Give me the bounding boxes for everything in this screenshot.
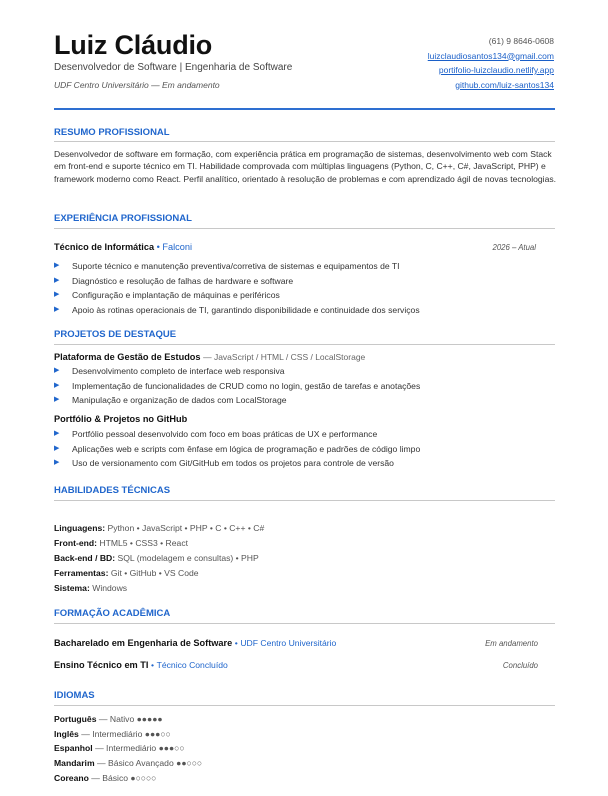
degree-name: Ensino Técnico em TI [54,660,149,670]
list-item: ▶ Manipulação e organização de dados com LocalStorage [54,393,420,408]
triangle-right-icon: ▶ [54,430,60,437]
degree-name: Bacharelado em Engenharia de Software [54,638,233,648]
skill-row: Front-end: HTML5 • CSS3 • React [54,538,188,548]
project-bullet-list [54,364,420,408]
phone-number: (61) 9 8646-0608 [488,36,554,46]
list-item: ▶ Diagnóstico e resolução de falhas de hardware e software [54,274,420,289]
skill-row: Sistema: Windows [54,583,128,593]
github-link[interactable]: github.com/luiz-santos134 [455,79,554,90]
job-company: Falconi [162,242,193,252]
languages-list [54,712,202,786]
list-item: ▶ Desenvolvimento completo de interface web responsiva [54,364,420,379]
summary-divider [54,141,555,142]
project-title [54,414,187,424]
job-date: 2026 – Atual [492,243,536,252]
triangle-right-icon: ▶ [54,444,60,452]
experience-heading: EXPERIÊNCIA PROFISSIONAL [54,213,192,224]
skill-row: Linguagens: Python • JavaScript • PHP • C • C++ • C# [54,523,265,533]
skills-divider [54,500,555,501]
project-title [54,352,365,362]
project-name: Plataforma de Gestão de Estudos [54,352,201,362]
list-item: ▶ Implementação de funcionalidades de CRUD como no login, gestão de tarefas e anotações [54,379,420,394]
project-name: Portfólio & Projetos no GitHub [54,414,188,424]
triangle-right-icon: ▶ [54,262,60,269]
languages-divider [54,705,555,706]
education-status: Concluído [502,661,538,670]
portfolio-link[interactable]: portifolio-luizclaudio.netlify.app [438,65,554,75]
institution-name: UDF Centro Universitário [240,638,337,648]
header-education-line: UDF Centro Universitário — Em andamento [54,80,220,90]
language-row: Português — Nativo ●●●●● [54,714,163,724]
summary-text: Desenvolvedor de software em formação, com experiência prática em programação de sistemas, desenvolvimento web com Stack em front-end e suporte técnico em TI. Habilidade comprovada com múltiplas linguagens (Python, C, C++, C#, JavaScript, PHP) e framework moderno como React. Perfil analítico, orientado à resolução de problemas e com aprendizado ágil de novas tecnologias. [54,149,557,184]
list-item: ▶ Aplicações web e scripts com ênfase em lógica de programação e padrões de código limpo [54,442,420,457]
list-item: ▶ Portfólio pessoal desenvolvido com foco em boas práticas de UX e performance [54,427,420,442]
skill-row: Ferramentas: Git • GitHub • VS Code [54,568,199,578]
summary-heading: RESUMO PROFISSIONAL [54,127,170,138]
list-item: ▶ Suporte técnico e manutenção preventiva/corretiva de sistemas e equipamentos de TI [54,259,420,274]
job-bullet-list [54,259,420,317]
candidate-subtitle: Desenvolvedor de Software | Engenharia de Software [54,62,293,73]
job-title [54,242,192,252]
triangle-right-icon: ▶ [54,276,60,284]
languages-heading: IDIOMAS [54,690,95,701]
header-divider [54,108,555,110]
education-heading: FORMAÇÃO ACADÊMICA [54,608,171,619]
projects-divider [54,344,555,345]
email-link[interactable]: luizclaudiosantos134@gmail.com [427,50,554,61]
triangle-right-icon: ▶ [54,459,60,466]
skills-list [54,521,264,596]
candidate-name: Luiz Cláudio [54,30,213,60]
list-item: ▶ Uso de versionamento com Git/GitHub em todos os projetos para controle de versão [54,456,420,471]
projects-heading: PROJETOS DE DESTAQUE [54,329,177,340]
list-item: ▶ Apoio às rotinas operacionais de TI, garantindo disponibilidade e continuidade dos serviços [54,303,420,318]
education-item: Bacharelado em Engenharia de Software • UDF Centro Universitário Em andamento [54,638,538,648]
project-stack: — JavaScript / HTML / CSS / LocalStorage [203,352,366,362]
education-item: Ensino Técnico em TI • Técnico Concluído Concluído [54,660,538,670]
language-row: Mandarim — Básico Avançado ●●○○○ [54,758,203,769]
language-row: Coreano — Básico ●○○○○ [54,772,157,783]
education-status: Em andamento [485,639,538,648]
triangle-right-icon: ▶ [54,291,60,298]
job-separator: • [156,242,160,252]
triangle-right-icon: ▶ [54,396,60,403]
triangle-right-icon: ▶ [54,381,60,389]
experience-divider [54,228,555,229]
skills-heading: HABILIDADES TÉCNICAS [54,485,171,496]
language-row: Espanhol — Intermediário ●●●○○ [54,743,185,754]
education-divider [54,623,555,624]
project-bullet-list [54,427,420,471]
job-role: Técnico de Informática [54,242,155,252]
skill-row: Back-end / BD: SQL (modelagem e consultas) • PHP [54,553,259,563]
list-item: ▶ Configuração e implantação de máquinas e periféricos [54,288,420,303]
language-row: Inglês — Intermediário ●●●○○ [54,728,171,739]
triangle-right-icon: ▶ [54,367,60,374]
triangle-right-icon: ▶ [54,305,60,313]
institution-name: Técnico Concluído [156,660,228,670]
contact-block [428,34,554,92]
